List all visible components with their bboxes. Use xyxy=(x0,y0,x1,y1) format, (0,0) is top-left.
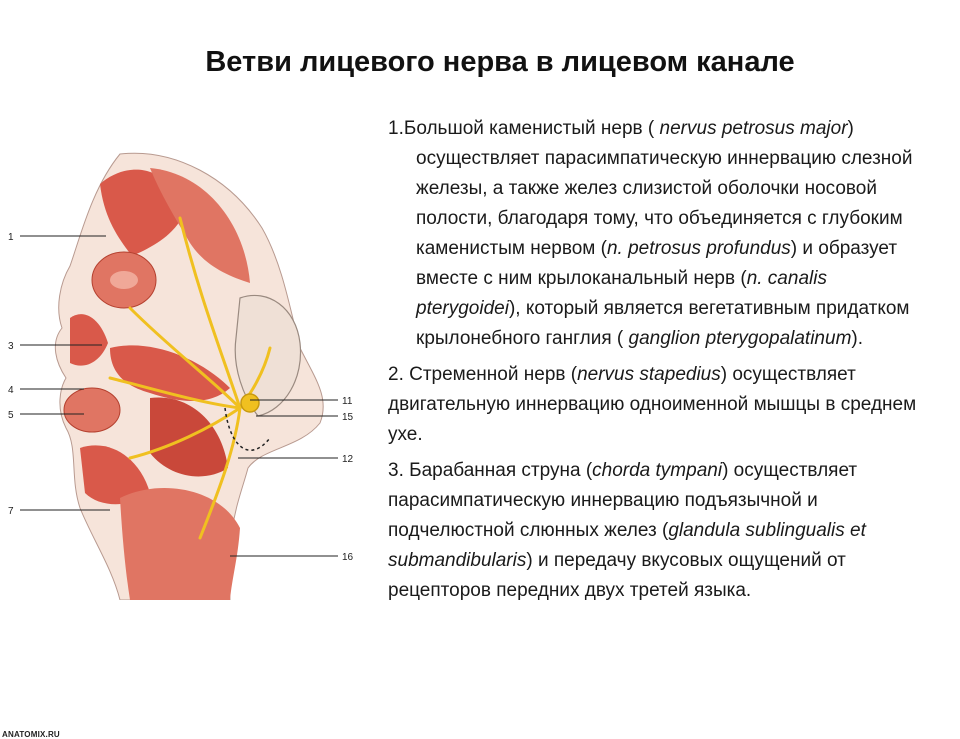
eye xyxy=(110,271,138,289)
anatomy-drawing xyxy=(0,148,372,600)
label-7: 7 xyxy=(8,506,14,517)
ganglion-node xyxy=(241,394,259,412)
label-15: 15 xyxy=(342,412,354,423)
label-12: 12 xyxy=(342,454,354,465)
label-16: 16 xyxy=(342,552,354,563)
label-1: 1 xyxy=(8,232,14,243)
image-source-caption: ANATOMIX.RU xyxy=(2,730,60,739)
list-item-stapedius-nerve: 2. Стременной нерв (nervus stapedius) осуществляет двигательную иннервацию одноименной мышцы в среднем ухе. xyxy=(388,364,917,445)
orbicularis-oris-muscle xyxy=(64,388,120,432)
facial-nerve-illustration xyxy=(0,148,372,739)
label-3: 3 xyxy=(8,341,14,352)
label-4: 4 xyxy=(8,385,14,396)
list-item-chorda-tympani: 3. Барабанная струна (chorda tympani) осуществляет парасимпатическую иннервацию подъязычной и подчелюстной слюнных желез (glandula sublingualis et submandibularis) и передачу вкусовых ощущений от рецепторов передних двух третей языка. xyxy=(388,460,866,601)
label-5: 5 xyxy=(8,410,14,421)
description-text xyxy=(388,114,928,606)
label-11: 11 xyxy=(342,396,353,407)
slide-title: Ветви лицевого нерва в лицевом канале xyxy=(205,46,795,78)
list-item-greater-petrosal-nerve: 1.Большой каменистый нерв ( nervus petrosus major) осуществляет парасимпатическую иннервацию слезной железы, а также желез слизистой оболочки носовой полости, благодаря тому, что объединяется с глубоким каменистым нервом (n. petrosus profundus) и образует вместе с ним крылоканальный нерв (n. canalis pterygoidei), который является вегетативным придатком крылонебного ганглия ( ganglion pterygopalatinum). xyxy=(388,118,913,349)
